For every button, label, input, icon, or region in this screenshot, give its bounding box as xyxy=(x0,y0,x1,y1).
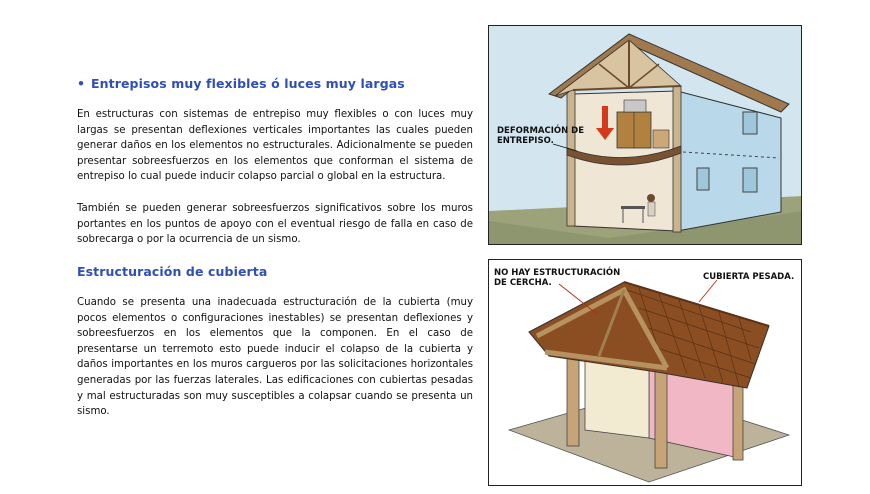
bullet: • xyxy=(77,76,86,91)
paragraph: En estructuras con sistemas de entrepiso muy flexibles o con luces muy largas se presentan deflexiones verticales importantes las cuales pueden generar daños en los elementos no estructurales. Adicionalmente se pueden presentar sobreesfuerzos en los elementos que conforman el sistema de entrepiso lo cual puede inducir colapso parcial o global en la estructura. xyxy=(77,109,473,183)
label-line: DEFORMACIÓN DE xyxy=(497,126,585,136)
paragraph: Cuando se presenta una inadecuada estructuración de la cubierta (muy pocos elementos o configuraciones inestables) se presentan deflexiones y sobreesfuerzos en los elementos que la componen. En el caso de presentarse un terremoto esto puede inducir el colapso de la cubierta y daños importantes en los muros cargueros por las solicitaciones horizontales generadas por las fuerzas laterales. Las edificaciones con cubiertas pesadas y mal estructuradas son muy susceptibles a colapsar cuando se presenta un sismo. xyxy=(77,297,473,418)
label-no-estructuracion xyxy=(494,268,620,288)
label-line: ENTREPISO. xyxy=(497,136,554,146)
label-cubierta-pesada: CUBIERTA PESADA. xyxy=(703,272,795,282)
figure-roof-structure xyxy=(488,259,802,486)
section-heading-cubierta: Estructuración de cubierta xyxy=(77,264,268,279)
section-entrepisos xyxy=(77,76,473,248)
label-line: DE CERCHA. xyxy=(494,278,552,288)
heading-text: Entrepisos muy flexibles ó luces muy largas xyxy=(91,76,405,91)
label-line: NO HAY ESTRUCTURACIÓN xyxy=(494,268,621,278)
section-cubierta xyxy=(77,264,473,420)
paragraph: También se pueden generar sobreesfuerzos significativos sobre los muros portantes en los puntos de apoyo con el eventual riesgo de falla en caso de sobrecarga o por la ocurrencia de un sismo. xyxy=(77,202,473,246)
section-heading-entrepisos xyxy=(77,76,473,91)
figure-floor-deformation xyxy=(488,25,802,245)
roof-illustration xyxy=(489,260,802,486)
label-deformacion xyxy=(497,126,584,146)
